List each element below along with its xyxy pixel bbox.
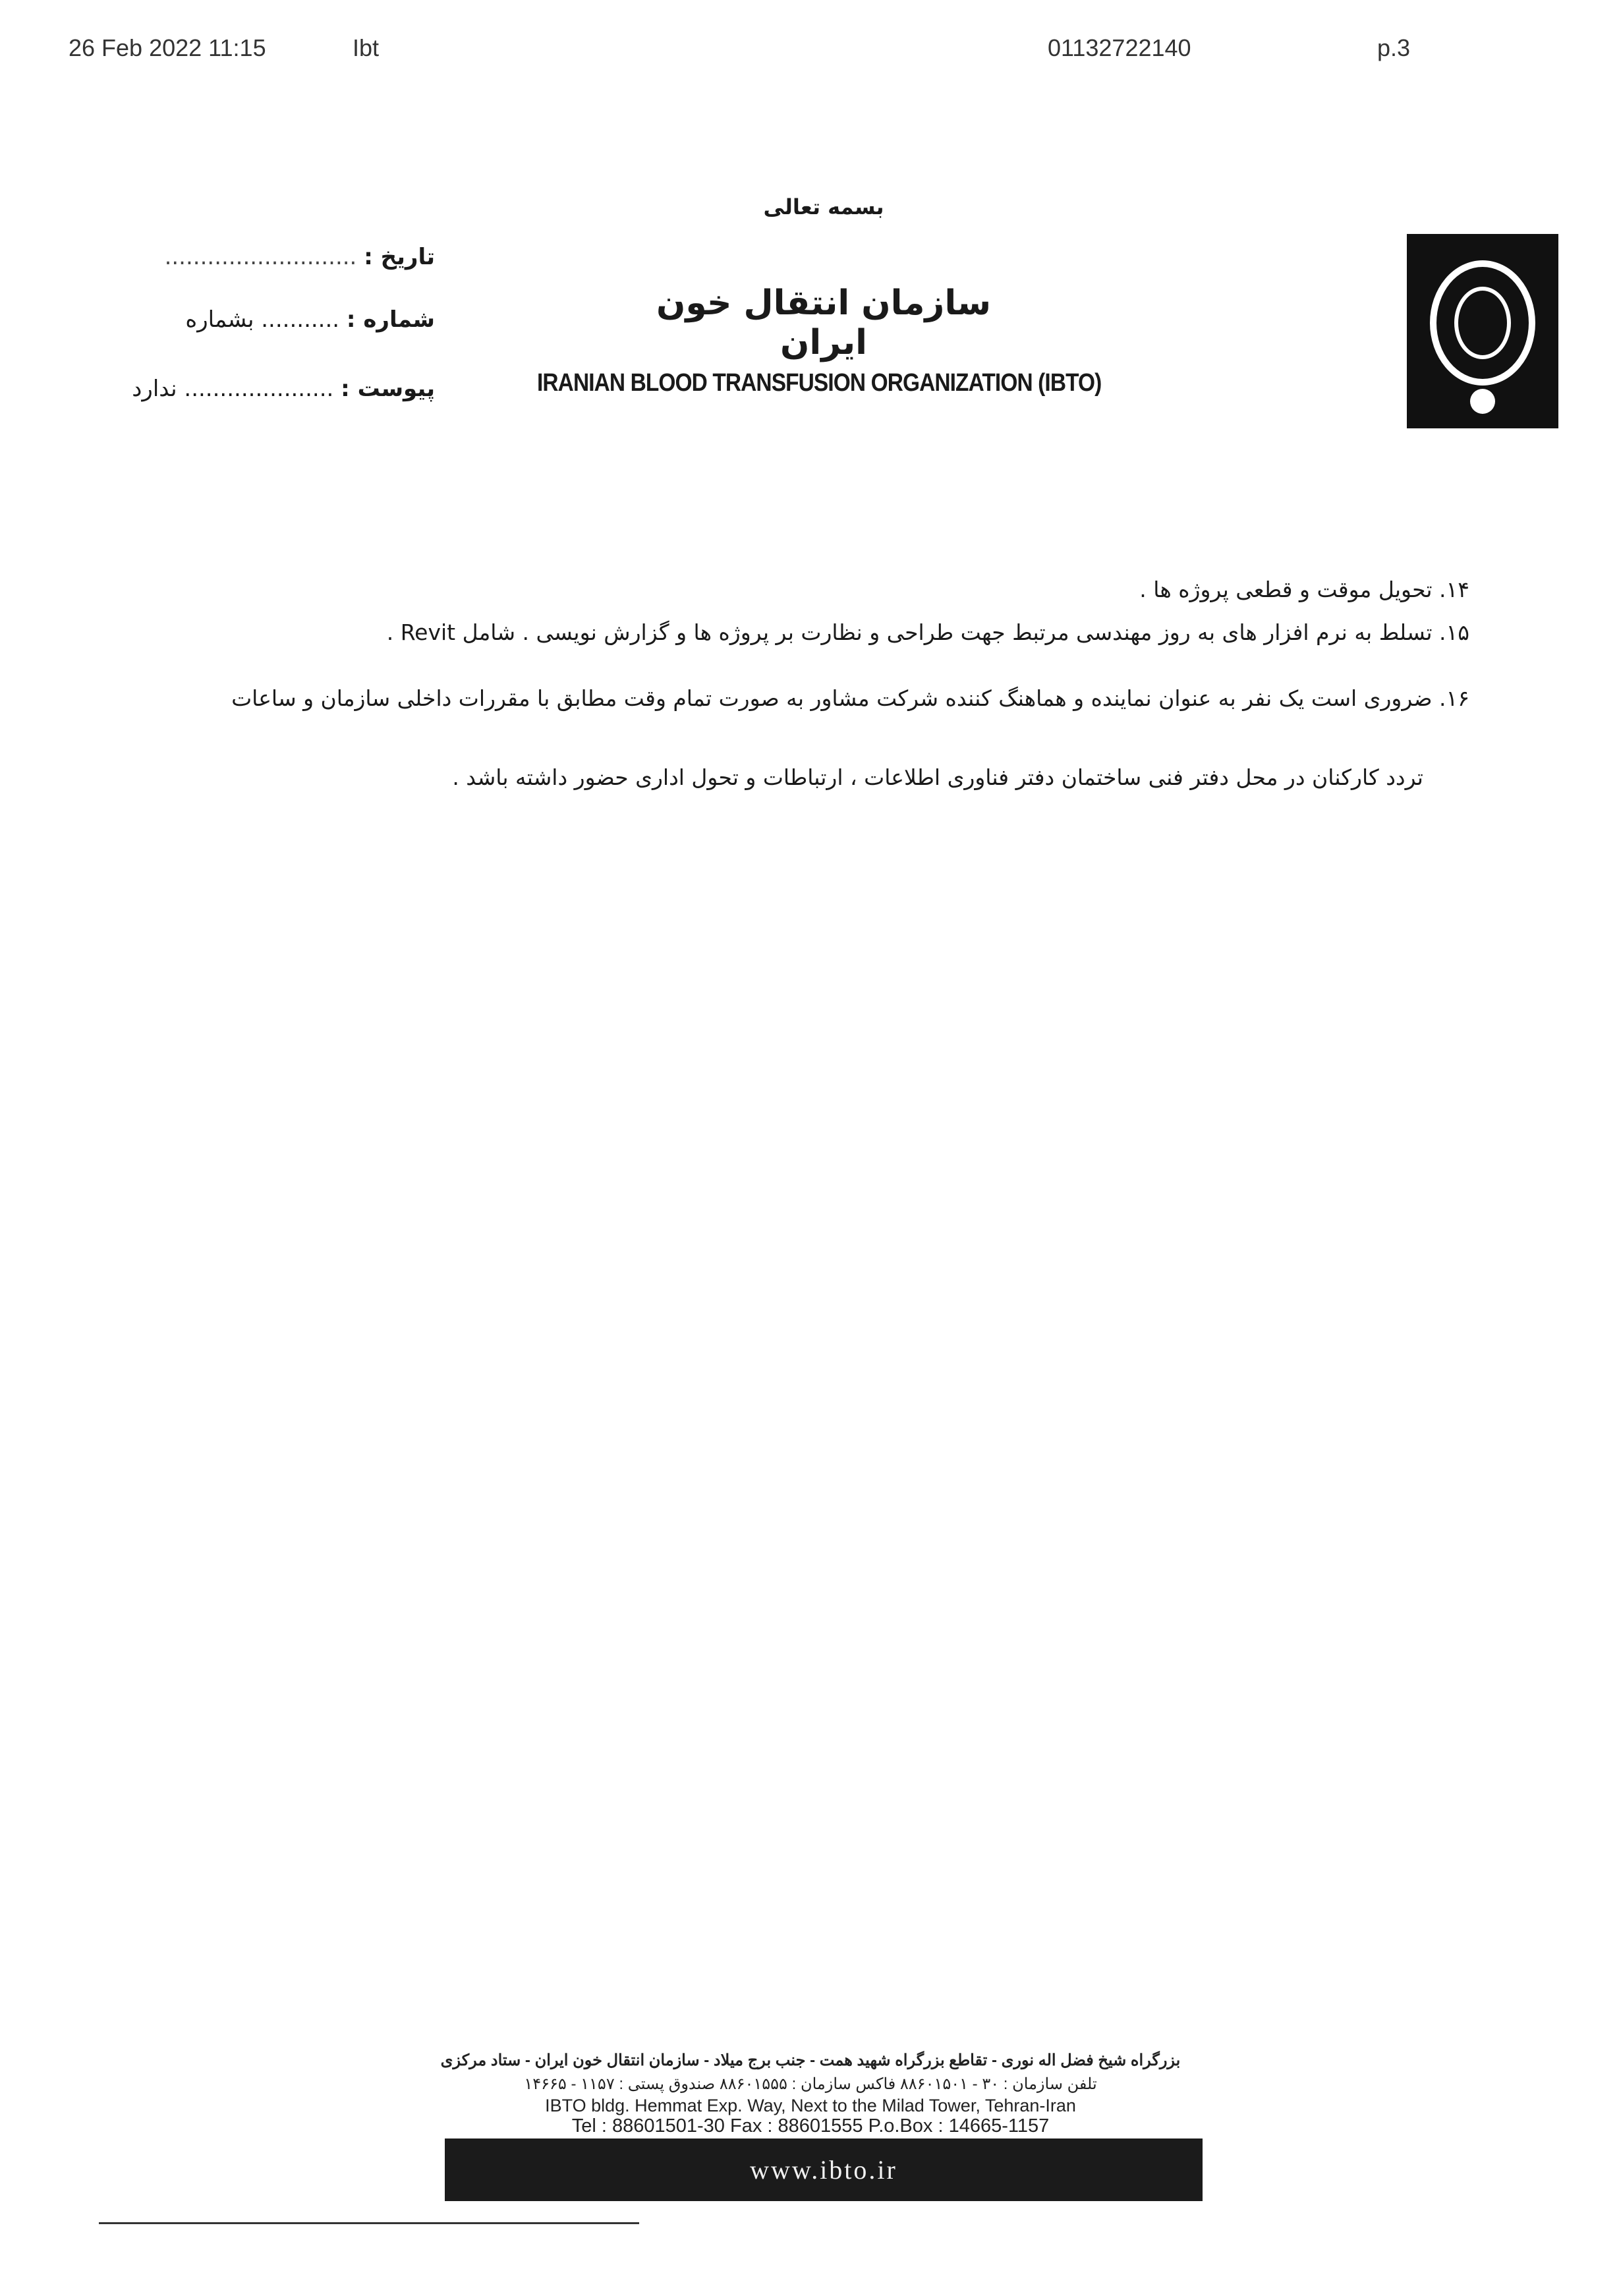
fax-sender: Ibt	[353, 34, 380, 61]
number-field	[132, 306, 435, 333]
attachment-label: پیوست :	[341, 376, 435, 402]
footer-address-fa: بزرگراه شیخ فضل اله نوری - تقاطع بزرگراه شهید همت - جنب برج میلاد - سازمان انتقال خون ایران - ستاد مرکزی	[440, 2052, 1181, 2069]
attachment-value: ..................... ندارد	[132, 376, 334, 402]
list-item: تردد کارکنان در محل دفتر فنی ساختمان دفتر فناوری اطلاعات ، ارتباطات و تحول اداری حضور داشته باشد .	[452, 764, 1423, 790]
website-banner	[445, 2138, 1203, 2201]
bottom-rule	[99, 2222, 639, 2224]
invocation: بسمه تعالی	[763, 194, 884, 219]
website-url: www.ibto.ir	[750, 2155, 897, 2185]
date-field	[132, 244, 435, 270]
number-label: شماره :	[346, 306, 435, 333]
date-label: تاریخ :	[364, 244, 435, 270]
fax-datetime: 26 Feb 2022 11:15	[69, 34, 266, 61]
list-item: ۱۵. تسلط به نرم افزار های به روز مهندسی مرتبط جهت طراحی و نظارت بر پروژه ها و گزارش نویسی . شامل Revit .	[386, 619, 1469, 645]
ibto-logo	[1407, 234, 1558, 428]
org-name-en: IRANIAN BLOOD TRANSFUSION ORGANIZATION (IBTO)	[537, 369, 1102, 397]
number-value: ........... بشماره	[185, 306, 340, 333]
date-value: ...........................	[164, 244, 357, 270]
footer-contact-en: Tel : 88601501-30 Fax : 88601555 P.o.Box : 14665-1157	[571, 2115, 1050, 2137]
org-name-fa: سازمان انتقال خون ایران	[656, 283, 991, 362]
fax-phone: 01132722140	[1048, 34, 1191, 61]
list-item: ۱۶. ضروری است یک نفر به عنوان نماینده و هماهنگ کننده شرکت مشاور به صورت تمام وقت مطابق با مقررات داخلی سازمان و ساعات	[231, 685, 1469, 711]
list-item: ۱۴. تحویل موقت و قطعی پروژه ها .	[1139, 577, 1469, 602]
fax-page-number: p.3	[1377, 34, 1411, 61]
footer-address-en: IBTO bldg. Hemmat Exp. Way, Next to the Milad Tower, Tehran-Iran	[545, 2096, 1076, 2115]
attachment-field	[132, 376, 435, 402]
footer-phones-fa: تلفن سازمان : ۳۰ - ۸۸۶۰۱۵۰۱ فاکس سازمان : ۸۸۶۰۱۵۵۵ صندوق پستی : ۱۱۵۷ - ۱۴۶۶۵	[524, 2075, 1097, 2093]
